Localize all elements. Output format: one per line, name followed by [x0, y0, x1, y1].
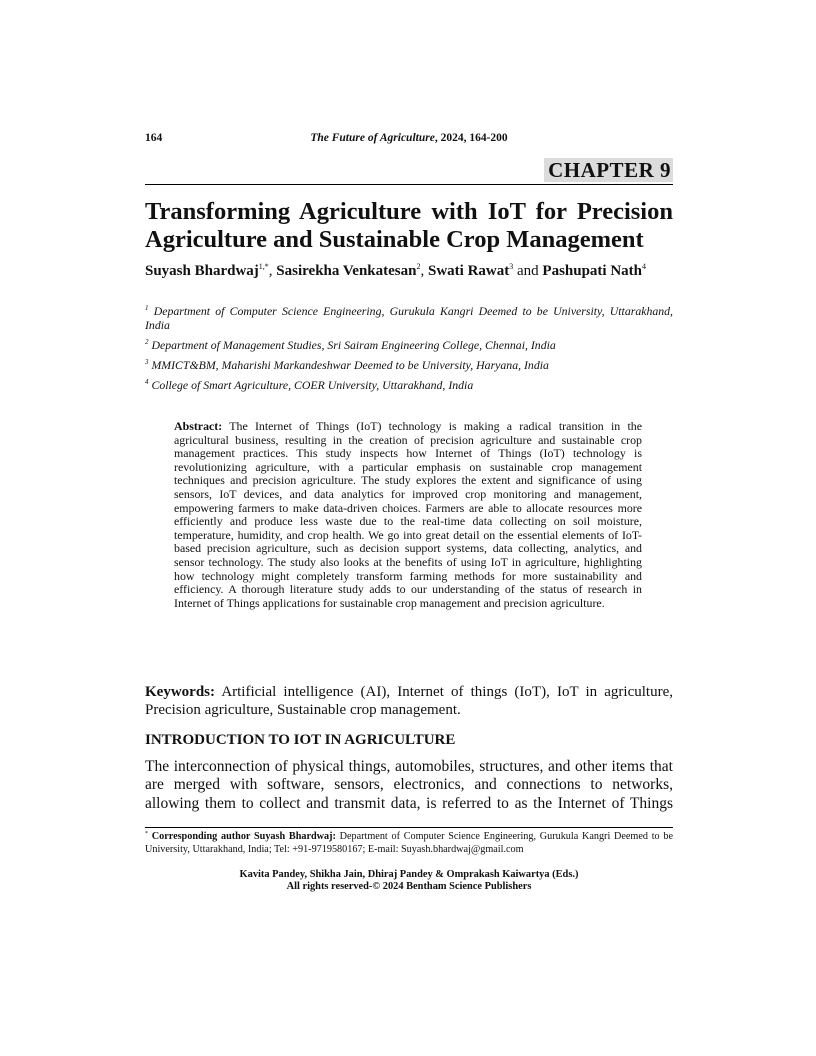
affiliation	[145, 378, 673, 392]
author-list	[145, 262, 673, 280]
affiliation-number: 4	[145, 378, 149, 386]
affiliation-text: Department of Computer Science Engineering, Gurukula Kangri Deemed to be University, Uttarakhand, India	[145, 304, 673, 332]
affiliation-text: Department of Management Studies, Sri Sairam Engineering College, Chennai, India	[151, 338, 556, 352]
author-affiliation-marker: 1,*	[258, 262, 269, 271]
footnote-text: Department of Computer Science Engineering, Gurukula Kangri Deemed to be University, Uttarakhand, India; Tel: +91-9719580167; E-mail: Suyash.bhardwaj@gmail.com	[145, 831, 674, 855]
editors-line: Kavita Pandey, Shikha Jain, Dhiraj Pandey & Omprakash Kaiwartya (Eds.)	[239, 869, 579, 880]
author-affiliation-marker: 4	[642, 262, 647, 271]
abstract-text: The Internet of Things (IoT) technology is making a radical transition in the agricultural business, resulting in the creation of precision agriculture and sustainable crop management practices. This study inspects how Internet of Things (IoT) technology is revolutionizing agriculture, with a particular emphasis on sustainable crop management techniques and precision agriculture. The study explores the extent and significance of using sensors, IoT devices, and data analytics for improved crop monitoring and management, empowering farmers to make data-driven choices. Farmers are able to allocate resources more efficiently and produce less waste due to the real-time data collecting on soil moisture, temperature, humidity, and crop health. We go into great detail on the essential elements of IoT-based precision agriculture, such as decision support systems, data collecting, analytics, and sensor technology. The study also looks at the benefits of using IoT in agriculture, highlighting how technology might completely transform farming methods for more sustainability and efficiency. A thorough literature study adds to our understanding of the status of research in Internet of Things applications for sustainable crop management and precision agriculture.	[174, 419, 642, 610]
affiliation-text: College of Smart Agriculture, COER University, Uttarakhand, India	[151, 378, 474, 392]
abstract-label: Abstract:	[174, 419, 223, 433]
author-separator: ,	[420, 263, 428, 279]
affiliation	[145, 304, 673, 332]
author-name: Swati Rawat	[427, 263, 510, 279]
author-name: Pashupati Nath	[542, 263, 643, 279]
affiliation-number: 1	[145, 304, 149, 312]
journal-volume-pages: , 2024, 164-200	[434, 132, 508, 144]
author-separator: ,	[268, 263, 277, 279]
affiliation	[145, 358, 673, 372]
running-head	[145, 132, 673, 148]
affiliation	[145, 338, 673, 352]
footnote-divider	[145, 827, 673, 828]
copyright-line: All rights reserved-© 2024 Bentham Science Publishers	[286, 881, 532, 893]
affiliation-text: MMICT&BM, Maharishi Markandeshwar Deemed to be University, Haryana, India	[151, 358, 549, 372]
journal-title: The Future of Agriculture	[310, 132, 435, 144]
abstract	[174, 420, 642, 610]
author-affiliation-marker: 2	[416, 262, 421, 271]
affiliation-number: 2	[145, 338, 149, 346]
author-separator: and	[513, 263, 543, 279]
author-name: Suyash Bhardwaj	[145, 263, 259, 279]
page-number: 164	[145, 132, 163, 144]
journal-citation	[145, 132, 673, 144]
keywords-label: Keywords:	[145, 684, 215, 700]
chapter-title: Transforming Agriculture with IoT for Precision Agriculture and Sustainable Crop Management	[145, 198, 673, 253]
footnote	[145, 831, 673, 856]
book-editors-copyright	[145, 869, 673, 894]
affiliation-list	[145, 304, 673, 398]
chapter-label: CHAPTER 9	[544, 158, 673, 182]
keywords	[145, 683, 673, 719]
section-heading: INTRODUCTION TO IOT IN AGRICULTURE	[145, 732, 456, 748]
chapter-header	[145, 158, 673, 185]
footnote-label: Corresponding author Suyash Bhardwaj:	[151, 831, 336, 842]
footnote-marker: *	[145, 831, 148, 837]
body-paragraph: The interconnection of physical things, automobiles, structures, and other items that are merged with software, sensors, electronics, and connections to networks, allowing them to collect and transmit data, is referred to as the Internet of Things	[145, 758, 673, 812]
author-name: Sasirekha Venkatesan	[276, 263, 417, 279]
author-affiliation-marker: 3	[509, 262, 514, 271]
affiliation-number: 3	[145, 358, 149, 366]
keywords-text: Artificial intelligence (AI), Internet of things (IoT), IoT in agriculture, Precision agriculture, Sustainable crop management.	[145, 684, 673, 718]
